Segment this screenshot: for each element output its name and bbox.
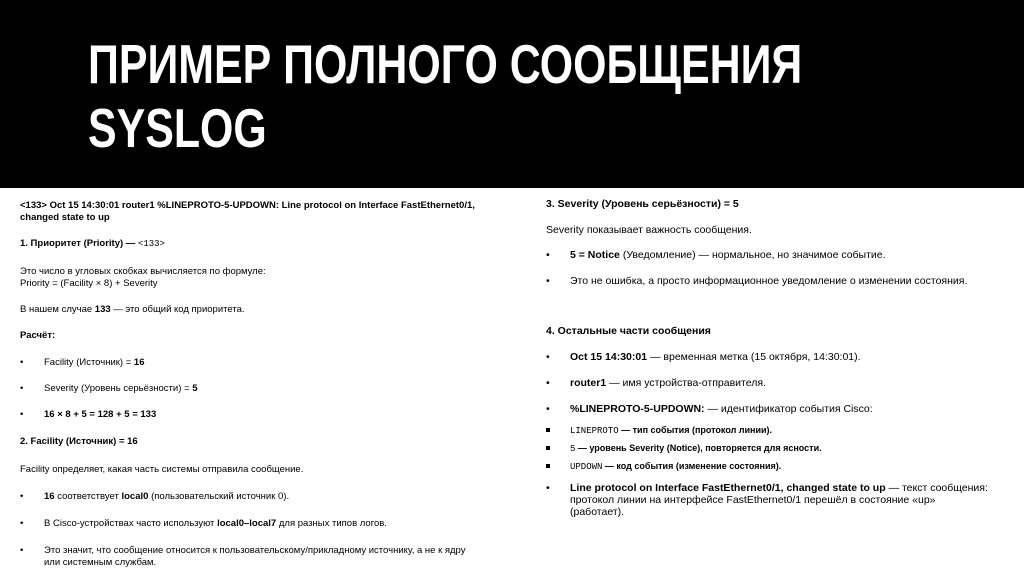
bullet-text: для разных типов логов. xyxy=(278,518,387,529)
sub-bullet-code: UPDOWN xyxy=(570,462,603,472)
message-line-1: <133> Oct 15 14:30:01 router1 %LINEPROTO-5-UPDOWN: Line protocol on Interface FastEthernet0/1, xyxy=(20,200,475,211)
bullet-value: 5 xyxy=(192,383,198,394)
bullet-bold: local0 xyxy=(121,491,149,502)
bullet-icon: • xyxy=(20,518,24,529)
bullet-bold: %LINEPROTO-5-UPDOWN: xyxy=(570,403,705,415)
bullet-text: Facility (Источник) = xyxy=(44,357,132,368)
formula-intro: Это число в угловых скобках вычисляется по формуле: xyxy=(20,266,266,277)
bullet-text: Severity (Уровень серьёзности) = xyxy=(44,383,190,394)
bullet-value: 16 xyxy=(133,357,145,368)
bullet-icon: • xyxy=(20,491,24,502)
title-banner xyxy=(0,0,1024,188)
section4-heading-text: 4. Остальные части сообщения xyxy=(546,325,711,337)
sub-bullet-text: — тип события (протокол линии). xyxy=(621,425,773,435)
bullet-bold: Oct 15 14:30:01 xyxy=(570,351,648,363)
bullet-text: соответствует xyxy=(57,491,119,502)
square-bullet-icon xyxy=(546,428,550,432)
priority-code: <133> xyxy=(137,239,165,249)
bullet-text: — временная метка (15 октября, 14:30:01). xyxy=(649,351,861,363)
bullet-text: (Уведомление) — нормальное, но значимое событие. xyxy=(622,249,886,261)
case-prefix: В нашем случае xyxy=(20,304,93,315)
facility-desc xyxy=(20,464,303,476)
case-value: 133 xyxy=(94,304,111,315)
section2-heading-text: 2. Facility (Источник) = 16 xyxy=(20,436,138,447)
slide-title xyxy=(88,32,803,160)
bullet-icon: • xyxy=(20,357,24,368)
square-bullet-icon xyxy=(546,446,550,450)
bullet-bold: router1 xyxy=(570,377,607,389)
bullet-text-line-2: или системным службам. xyxy=(44,557,157,568)
title-line-2: SYSLOG xyxy=(88,97,267,159)
facility-desc-text: Facility определяет, какая часть системы отправила сообщение. xyxy=(20,464,304,475)
bullet-text: — имя устройства-отправителя. xyxy=(609,377,766,389)
bullet-text-line-1: Это значит, что сообщение относится к пользовательскому/прикладному источнику, а не к ядру xyxy=(44,545,466,556)
section3-heading xyxy=(546,198,739,211)
bullet-icon: • xyxy=(546,249,550,261)
formula: Priority = (Facility × 8) + Severity xyxy=(20,278,158,289)
calc-result: 16 × 8 + 5 = 128 + 5 = 133 xyxy=(44,409,157,420)
bullet-text: В Cisco-устройствах часто используют xyxy=(44,518,215,529)
bullet-icon: • xyxy=(546,482,550,494)
bullet-text-line-3: (работает). xyxy=(570,506,625,518)
section2-heading xyxy=(20,436,138,448)
sub-bullet-code: LINEPROTO xyxy=(570,426,619,436)
section3-heading-text: 3. Severity (Уровень серьёзности) = 5 xyxy=(546,198,739,210)
bullet-icon: • xyxy=(546,351,550,363)
bullet-icon: • xyxy=(20,409,24,420)
bullet-icon: • xyxy=(546,403,550,415)
bullet-icon: • xyxy=(546,275,550,287)
bullet-icon: • xyxy=(20,545,24,556)
bullet-text: Это не ошибка, а просто информационное уведомление о изменении состояния. xyxy=(570,275,968,287)
severity-desc-text: Severity показывает важность сообщения. xyxy=(546,224,752,236)
bullet-bold: 16 xyxy=(44,491,55,502)
sub-bullet-code: 5 xyxy=(570,444,576,454)
calc-label-text: Расчёт: xyxy=(20,330,56,341)
priority-formula xyxy=(20,266,266,290)
bullet-bold: local0–local7 xyxy=(217,518,277,529)
bullet-bold: 5 = Notice xyxy=(570,249,620,261)
syslog-message-example xyxy=(20,200,475,224)
section1-heading-text: 1. Приоритет (Priority) — xyxy=(20,238,136,249)
message-line-2: changed state to up xyxy=(20,212,110,223)
bullet-text: — текст сообщения: xyxy=(888,482,988,494)
bullet-text-line-2: протокол линии на интерфейсе FastEthernet0/1 перешёл в состояние «up» xyxy=(570,494,936,506)
title-line-1: ПРИМЕР ПОЛНОГО СООБЩЕНИЯ xyxy=(88,33,803,95)
section1-heading xyxy=(20,238,165,250)
severity-desc xyxy=(546,224,752,237)
sub-bullet-text: — уровень Severity (Notice), повторяется для ясности. xyxy=(577,443,822,453)
priority-case xyxy=(20,304,245,316)
sub-bullet-text: — код события (изменение состояния). xyxy=(604,461,782,471)
bullet-icon: • xyxy=(546,377,550,389)
square-bullet-icon xyxy=(546,464,550,468)
section4-heading xyxy=(546,325,711,338)
bullet-text: (пользовательский источник 0). xyxy=(151,491,290,502)
message-text-bold: Line protocol on Interface FastEthernet0/1, changed state to up xyxy=(570,482,886,494)
calc-label xyxy=(20,330,55,342)
bullet-text: — идентификатор события Cisco: xyxy=(707,403,873,415)
case-suffix: — это общий код приоритета. xyxy=(113,304,245,315)
bullet-icon: • xyxy=(20,383,24,394)
